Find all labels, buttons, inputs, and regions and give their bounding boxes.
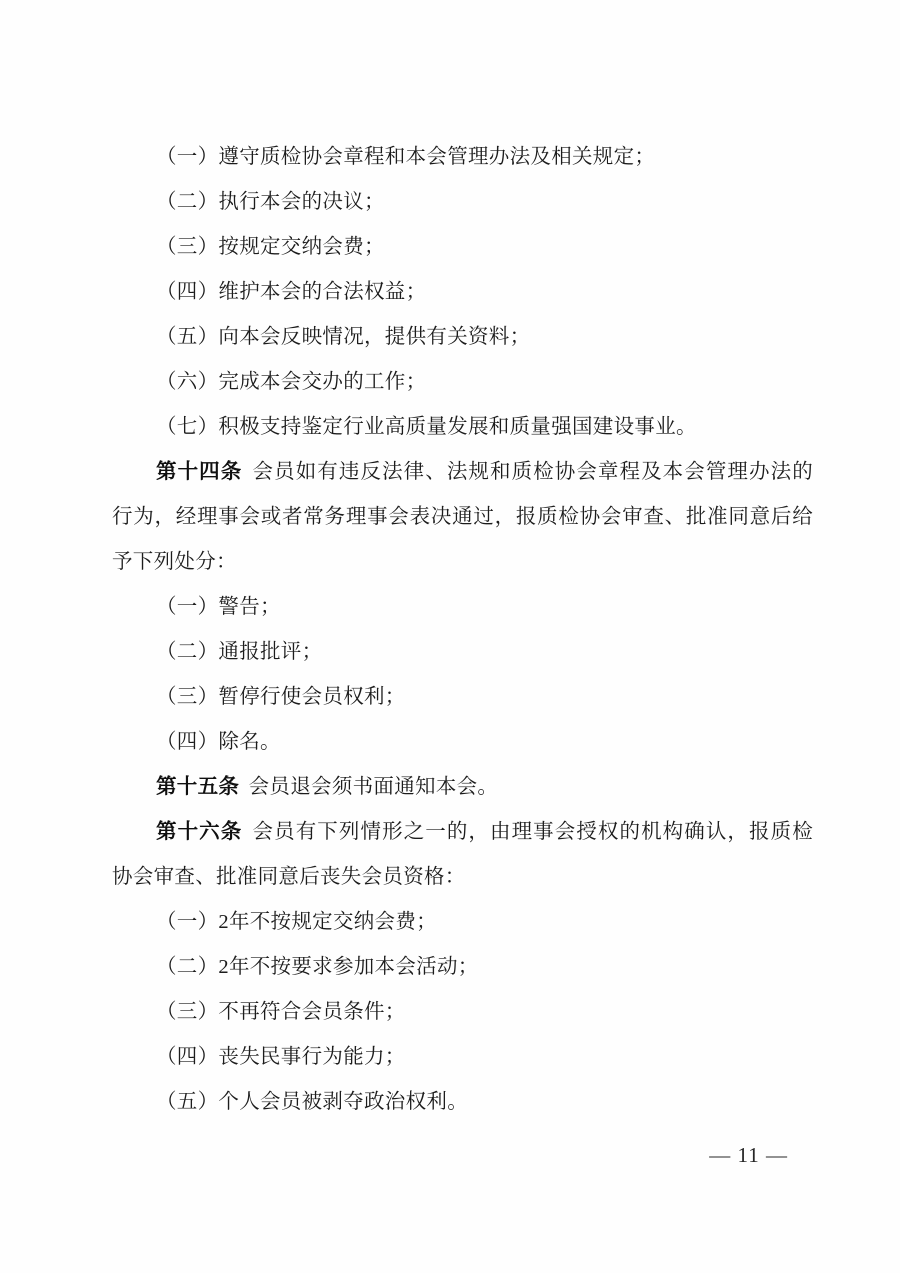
disqualify-item-5: （五）个人会员被剥夺政治权利。 bbox=[156, 1091, 468, 1113]
disqualify-item-4: （四）丧失民事行为能力； bbox=[156, 1046, 406, 1068]
list-item-2: （二）执行本会的决议； bbox=[156, 191, 385, 213]
penalty-item-3: （三）暂停行使会员权利； bbox=[156, 686, 406, 708]
list-item-7: （七）积极支持鉴定行业高质量发展和质量强国建设事业。 bbox=[156, 416, 697, 438]
disqualify-item-1: （一）2年不按规定交纳会费； bbox=[156, 911, 437, 933]
disqualify-item-2: （二）2年不按要求参加本会活动； bbox=[156, 956, 479, 978]
article-16-number: 第十六条 bbox=[156, 821, 243, 843]
page-number: — 11 — bbox=[709, 1143, 788, 1167]
penalty-item-1: （一）警告； bbox=[156, 596, 281, 618]
list-item-5: （五）向本会反映情况，提供有关资料； bbox=[156, 326, 531, 348]
list-item-3: （三）按规定交纳会费； bbox=[156, 236, 385, 258]
list-item-1: （一）遵守质检协会章程和本会管理办法及相关规定； bbox=[156, 146, 656, 168]
disqualify-item-3: （三）不再符合会员条件； bbox=[156, 1001, 406, 1023]
article-15-number: 第十五条 bbox=[156, 776, 240, 798]
article-16-line-1 bbox=[112, 810, 813, 855]
article-16-line-2: 协会审查、批准同意后丧失会员资格： bbox=[112, 866, 466, 888]
penalty-item-2: （二）通报批评； bbox=[156, 641, 323, 663]
article-14-line-3: 予下列处分： bbox=[112, 551, 237, 573]
article-14-number: 第十四条 bbox=[156, 461, 243, 483]
article-14-line-1 bbox=[112, 450, 813, 495]
list-item-4: （四）维护本会的合法权益； bbox=[156, 281, 427, 303]
list-item-6: （六）完成本会交办的工作； bbox=[156, 371, 427, 393]
penalty-item-4: （四）除名。 bbox=[156, 731, 281, 753]
document-body bbox=[112, 135, 813, 1125]
article-14-line-2: 行为，经理事会或者常务理事会表决通过，报质检协会审查、批准同意后给 bbox=[112, 506, 813, 528]
article-16-text: 会员有下列情形之一的，由理事会授权的机构确认，报质检 bbox=[246, 821, 813, 843]
article-15-text: 会员退会须书面通知本会。 bbox=[243, 776, 499, 798]
article-15-line bbox=[112, 765, 813, 810]
article-14-text: 会员如有违反法律、法规和质检协会章程及本会管理办法的 bbox=[246, 461, 813, 483]
